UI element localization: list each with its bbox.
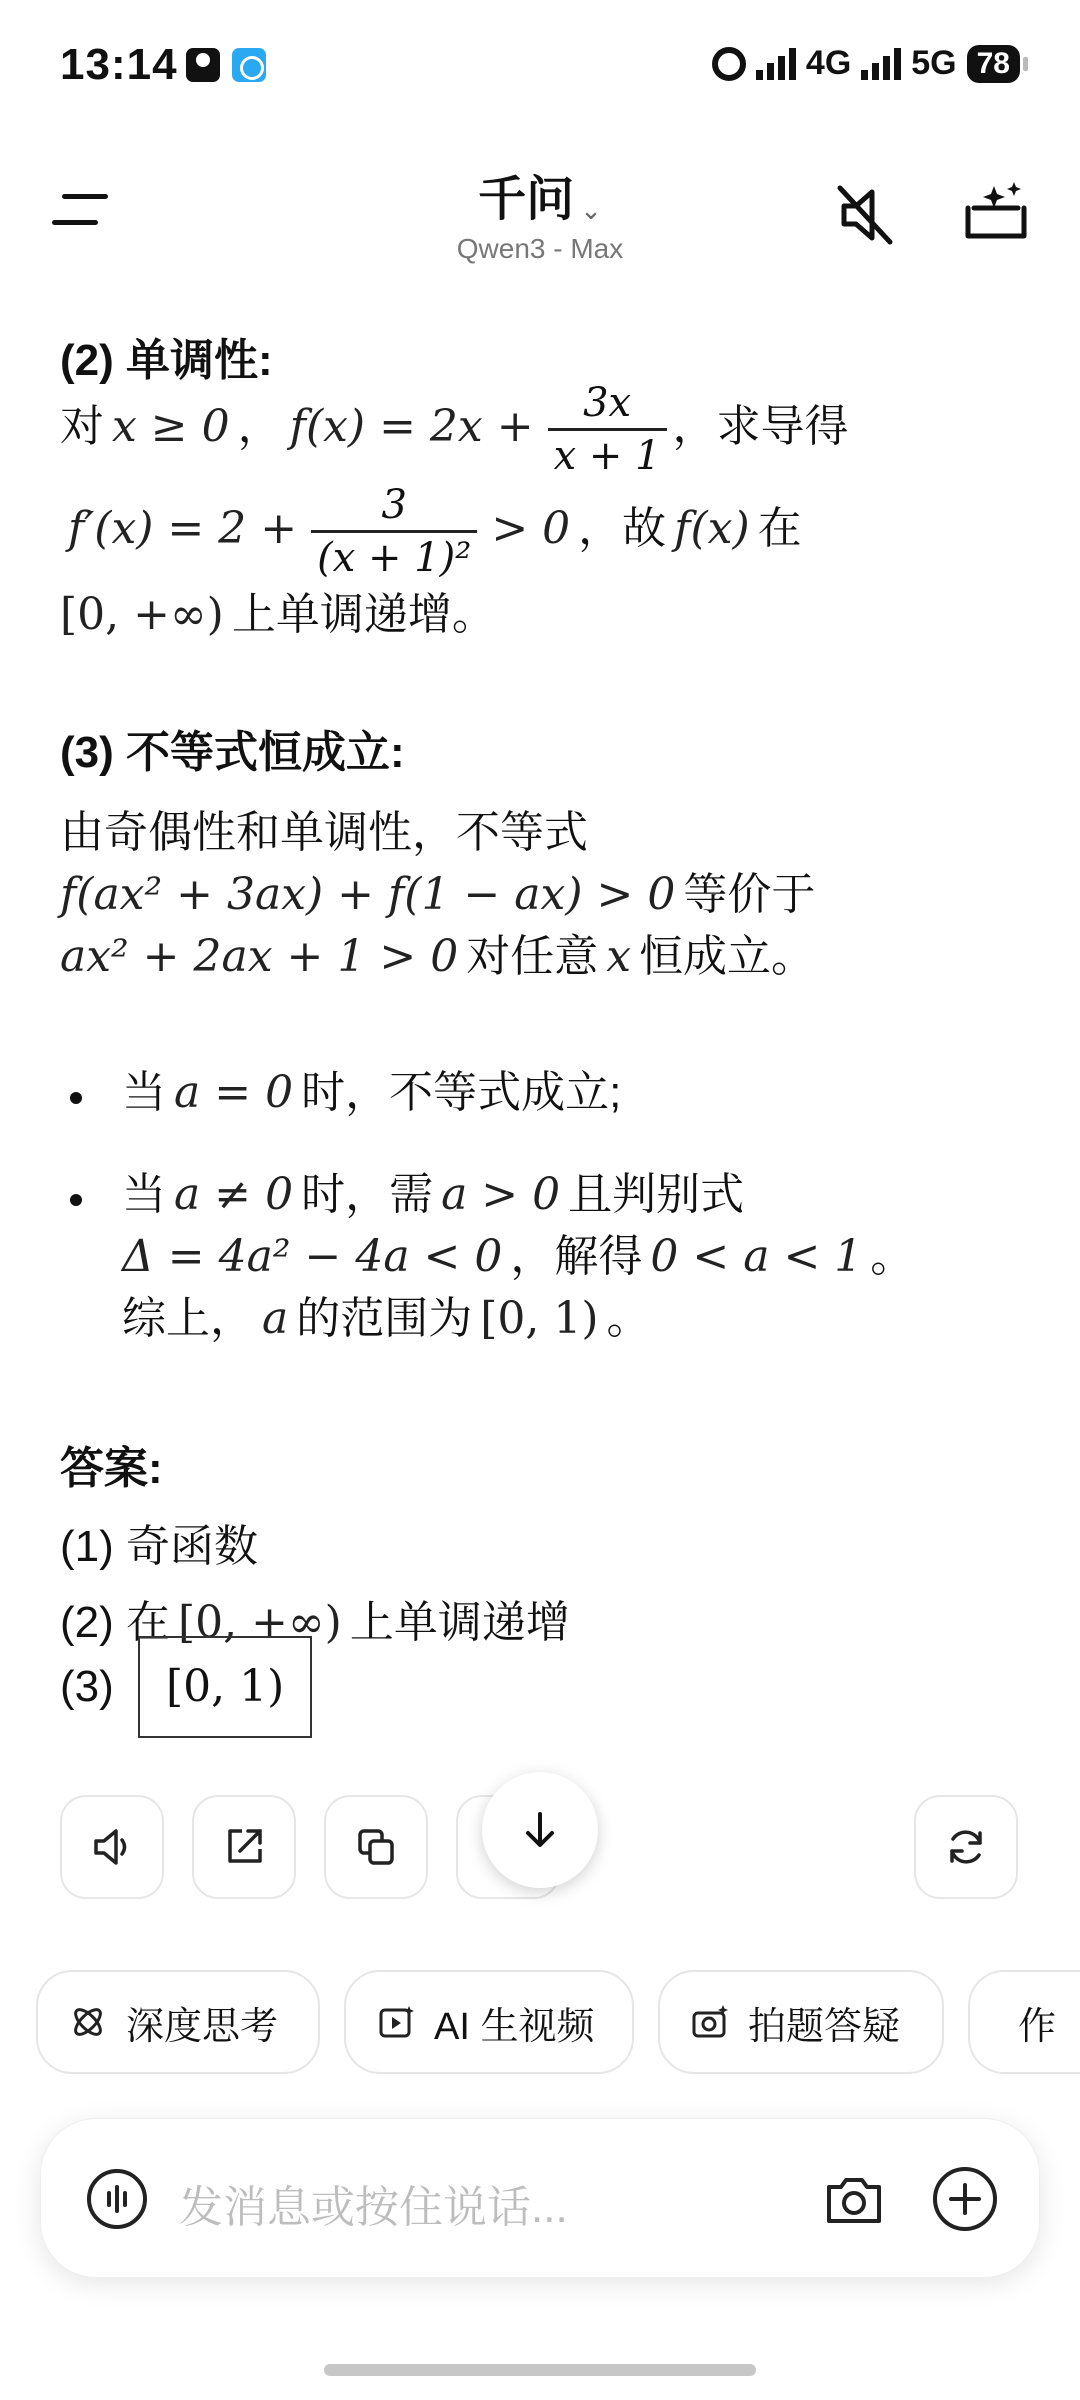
camera-sparkle-icon [690, 2002, 730, 2042]
copy-icon [352, 1823, 400, 1871]
math-expression: f(ax² + 3ax) + f(1 − ax) > 0 [60, 869, 676, 920]
network-5g: 5G [911, 44, 957, 82]
model-selector[interactable] [0, 160, 1080, 265]
text: 当 [122, 1170, 166, 1219]
text: (2) 在 [60, 1598, 170, 1647]
text: 对 [60, 402, 104, 452]
battery-icon: 78 [967, 45, 1020, 83]
read-aloud-button[interactable] [60, 1795, 164, 1899]
answer-3 [60, 1636, 312, 1738]
text: 。 [870, 1232, 915, 1281]
math-expression: > 0 [491, 503, 571, 555]
text: ，故 [578, 504, 667, 554]
bullet-item-1 [122, 1062, 621, 1124]
atom-icon [68, 2002, 108, 2042]
math-variable: a [262, 1293, 289, 1344]
fraction-numerator: 3x [548, 378, 667, 431]
math-expression: f(x) [674, 503, 750, 555]
fraction-denominator: x + 1 [553, 433, 661, 479]
text: 上单调递增。 [231, 590, 496, 639]
math-expression: f(x) = 2x + [289, 401, 534, 453]
edit-share-icon [220, 1823, 268, 1871]
add-attachment-icon[interactable] [931, 2165, 999, 2233]
math-expression: a > 0 [441, 1169, 561, 1220]
home-indicator[interactable] [324, 2364, 756, 2376]
message-input[interactable]: 发消息或按住说话... [179, 2183, 568, 2232]
text: 在 [757, 504, 802, 554]
text: 。 [606, 1294, 651, 1343]
chip-deep-think[interactable] [36, 1970, 320, 2074]
text: 综上， [122, 1294, 254, 1343]
text: 当 [122, 1068, 166, 1117]
section-2-line-3 [60, 584, 496, 646]
chip-label: AI 生视频 [434, 2005, 595, 2048]
section-2-heading: (2) 单调性: [60, 336, 273, 385]
math-expression: 0 < a < 1 [650, 1231, 863, 1282]
text: ，求导得 [672, 402, 849, 452]
math-expression: f′(x) = 2 + [68, 503, 298, 555]
voice-input-icon[interactable] [85, 2167, 149, 2231]
chip-label: 作 [1018, 2005, 1057, 2048]
text: ， [237, 402, 282, 452]
scroll-to-bottom-button[interactable] [482, 1772, 598, 1888]
math-expression: a = 0 [174, 1067, 294, 1118]
alarm-icon [712, 47, 746, 81]
bullet-item-2-line-2 [122, 1226, 914, 1288]
math-variable: x [606, 931, 632, 982]
text: 恒成立。 [639, 932, 816, 981]
fraction-numerator: 3 [311, 480, 477, 533]
signal-icon-2 [861, 48, 901, 80]
text: 时，不等式成立; [301, 1068, 622, 1117]
chip-more[interactable] [968, 1970, 1080, 2074]
bullet-item-2-line-1 [122, 1164, 744, 1226]
chip-label: 深度思考 [126, 2005, 279, 2048]
new-chat-sparkle-icon[interactable] [960, 178, 1032, 250]
math-expression: a ≠ 0 [174, 1169, 294, 1220]
regenerate-icon [942, 1823, 990, 1871]
math-expression: ax² + 2ax + 1 > 0 [60, 931, 459, 982]
status-bar [0, 0, 1080, 130]
answer-1: (1) 奇函数 [60, 1522, 258, 1571]
copy-button[interactable] [324, 1795, 428, 1899]
text: 等价于 [683, 870, 816, 919]
status-time: 13:14 [60, 40, 178, 89]
text: 的范围为 [296, 1294, 473, 1343]
message-input-bar[interactable] [40, 2118, 1040, 2278]
text: 时，需 [301, 1170, 434, 1219]
section-3-line-2 [60, 864, 815, 926]
share-button[interactable] [192, 1795, 296, 1899]
math-expression: x ≥ 0 [112, 401, 230, 453]
status-right [712, 44, 1020, 83]
section-3-heading: (3) 不等式恒成立: [60, 728, 405, 777]
chevron-down-icon[interactable]: ⌄ [580, 195, 602, 226]
app-title[interactable]: 千问 [478, 173, 575, 226]
video-icon [376, 2002, 416, 2042]
section-2-line-2 [60, 480, 802, 583]
text: 且判别式 [568, 1170, 745, 1219]
chip-ai-video[interactable] [344, 1970, 634, 2074]
math-fraction [548, 378, 667, 481]
section-2-line-1 [60, 378, 849, 481]
fraction-denominator: (x + 1)² [317, 535, 472, 581]
bullet-dot [70, 1194, 82, 1206]
profile-notification-icon [186, 48, 220, 82]
math-interval: [0, +∞) [178, 1597, 342, 1648]
signal-icon [756, 48, 796, 80]
app-header [0, 140, 1080, 280]
text: 上单调递增 [349, 1598, 570, 1647]
section-3-line-3 [60, 926, 815, 988]
mute-speaker-icon[interactable] [830, 180, 900, 250]
math-expression: Δ = 4a² − 4a < 0 [122, 1231, 503, 1282]
text: 对任意 [466, 932, 599, 981]
bullet-dot [70, 1092, 82, 1104]
math-fraction [311, 480, 477, 583]
chip-label: 拍题答疑 [748, 2005, 901, 2048]
math-interval: [0, 1) [480, 1293, 599, 1344]
text: (3) [60, 1662, 114, 1711]
math-interval: [0, +∞) [60, 589, 224, 640]
network-4g: 4G [805, 44, 852, 82]
answer-heading: 答案: [60, 1444, 163, 1493]
camera-icon[interactable] [821, 2167, 887, 2233]
arrow-down-icon [516, 1806, 564, 1854]
model-name: Qwen3 - Max [456, 233, 624, 264]
speaker-icon [88, 1823, 136, 1871]
text: ，解得 [510, 1232, 643, 1281]
regenerate-button[interactable] [914, 1795, 1018, 1899]
chip-photo-question[interactable] [658, 1970, 944, 2074]
section-3-line-1: 由奇偶性和单调性，不等式 [60, 808, 588, 857]
boxed-answer: [0, 1) [138, 1636, 312, 1738]
bullet-item-2-line-3 [122, 1288, 651, 1350]
app-notification-icon [232, 48, 266, 82]
